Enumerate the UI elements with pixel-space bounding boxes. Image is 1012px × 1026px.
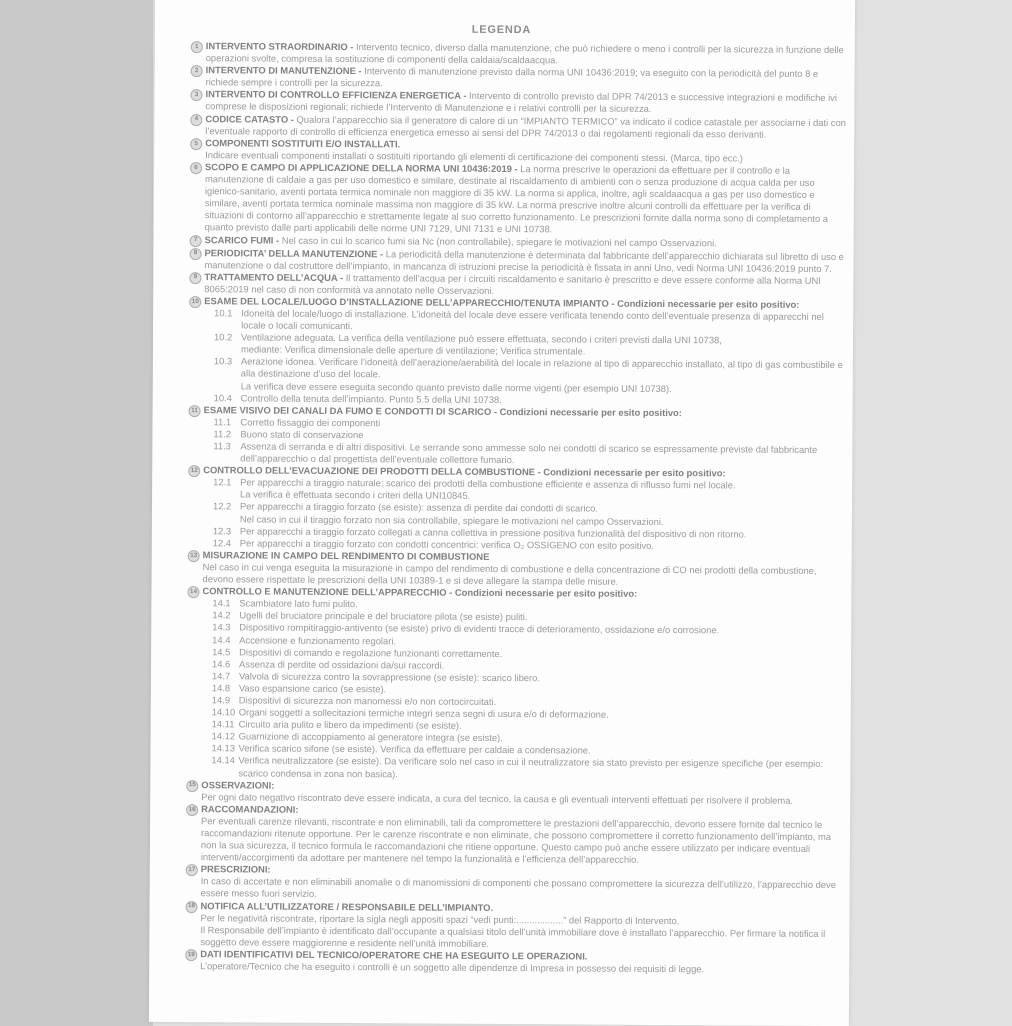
sub-item-text: Per apparecchi a tiraggio forzato collegati a canna collettiva in pressione positiva funzionalità del dispositivo di non ritorno. [239, 525, 747, 540]
sub-item-text: Verifica neutralizzatore (se esiste). Da verificare solo nel caso in cui il neutralizzatore sia stato previsto per esigenze specifiche (per esempio: scarico condensa in zona non basica). [238, 754, 824, 779]
item-number-badge: 7 [190, 235, 202, 247]
item-title: NOTIFICA ALL’UTILIZZATORE / RESPONSABILE DELL’IMPIANTO. [200, 899, 494, 913]
sub-item-number: 14.2 [212, 609, 231, 621]
item-number-badge: 14 [187, 586, 199, 598]
sub-item-number: 10.2 [214, 331, 233, 343]
sub-item-text: Corretto fissaggio dei componenti [240, 416, 381, 429]
sub-item-body [241, 356, 846, 396]
item-paragraph: Indicare eventuali componenti installati o sostituiti riportando gli elementi di certificazione dei componenti stessi. (Marca, tipo ecc.) [205, 149, 743, 164]
item-paragraph: Il Responsabile dell’impianto è identificato dall’occupante a qualsiasi titolo dell’unità immobiliare dove è installato l’apparecchio. Per firmare la notifica il soggetto deve essere maggiorenne e residente nell’unità immobiliare. [200, 923, 826, 949]
item-number-badge: 11 [189, 405, 201, 417]
item-text: Nel caso in cui lo scarico fumi sia Nc (non controllabile), spiegare le motivazioni nel campo Osservazioni. [281, 234, 717, 248]
item-number-badge: 15 [186, 780, 198, 792]
item-number-badge: 16 [186, 804, 198, 816]
item-title: CONTROLLO E MANUTENZIONE DELL’APPARECCHIO - Condizioni necessarie per esito positivo: [202, 585, 638, 599]
item-title: INTERVENTO DI CONTROLLO EFFICIENZA ENERGETICA - [205, 88, 467, 102]
sub-item [204, 356, 846, 396]
legend-list [149, 40, 848, 976]
item-title: ESAME DEL LOCALE/LUOGO D’INSTALLAZIONE DELL’APPARECCHIO/TENUTA IMPIANTO - Condizioni necessarie per esito positivo: [204, 295, 800, 310]
sub-item-text: Ventilazione adeguata. La verifica della ventilazione può essere effettuata, secondo i criteri previsti dalla UNI 10738, [240, 331, 722, 346]
legend-item [149, 948, 842, 976]
sub-item-text: Buono stato di conservazione [240, 428, 364, 441]
sub-item-text: Per apparecchi a tiraggio forzato (se esiste): assenza di perdite dai condotti di scarico. [239, 500, 599, 515]
sub-item-text: Assenza di serranda e di altri dispositivi. Le serrande sono ammesse solo nei condotti di scarico se espressamente previste dal fabbricante dell’apparecchio o dal progettista dell’eventuale collettore fumario. [240, 440, 818, 466]
sub-item-text: Guarnizione di accoppiamento al generatore integra (se esiste). [238, 730, 503, 744]
sub-item-body [240, 501, 845, 529]
item-title: MISURAZIONE IN CAMPO DEL RENDIMENTO DI COMBUSTIONE [202, 549, 490, 562]
item-text: Intervento di manutenzione previsto dalla norma UNI 10436:2019; va eseguito con la periodicità del punto 8 e richiede sempre i controlli per la sicurezza. [205, 65, 819, 89]
item-body [203, 464, 846, 553]
sub-item-body [240, 440, 845, 468]
sub-item-text: Vaso espansione carico (se esiste). [238, 682, 387, 695]
sub-item-number: 11.2 [213, 428, 232, 440]
item-body [204, 295, 847, 408]
sub-item-number: 14.1 [212, 597, 231, 609]
item-body [205, 161, 847, 237]
item-title: INTERVENTO STRAORDINARIO - [205, 40, 354, 53]
sub-item-text: Dispositivi di sicurezza non manomessi e/o non cortocircuitati. [238, 694, 497, 707]
item-number-badge: 8 [190, 248, 202, 260]
item-text: La norma prescrive le operazioni da effettuare per il controllo e la manutenzione di caldaie a gas per uso domestico e similare, destinate al riscaldamento di ambienti con o senza produzione di acqua calda per uso igienico-sanitario, aventi portata termica nominale non maggiore di 35 kW. La norma si applica, inoltre, agli scaldaacqua a gas per uso domestico e similare, aventi portata termica nominale massima non maggiore di 35 kW. La norma prescrive inoltre alcuni controlli da effettuare per la verifica di situazioni di contorno all’apparecchio e strettamente legate al suo corretto funzionamento. Le prescrizioni fornite dalla norma sono di completamento a quanto previsto dalle parti applicabili delle norme UNI 7129, UNI 7131 e UNI 10738. [204, 163, 829, 235]
sub-item-text: Valvola di sicurezza contro la sovrappressione (se esiste): scarico libero. [238, 670, 540, 684]
sub-item-text: Per apparecchi a tiraggio naturale: scarico dei prodotti della combustione efficiente e assenza di riflusso fumi nel locale. [240, 476, 736, 491]
sub-item-number: 14.3 [212, 621, 231, 633]
item-title: COMPONENTI SOSTITUITI E/O INSTALLATI. [205, 136, 401, 150]
item-paragraph: Per ogni dato negativo riscontrato deve essere indicata, a cura del tecnico, la causa e gli eventuali interventi effettuati per risolvere il problema. [201, 790, 794, 806]
sub-item-text: Dispositivi di comando e regolazione funzionanti correttamente. [239, 645, 503, 659]
legend-item [152, 404, 845, 469]
sub-item-number: 14.5 [212, 645, 231, 657]
sub-item-text: Ugelli del bruciatore principale e del bruciatore pilota (se esiste) puliti. [239, 609, 528, 623]
sub-item-number: 14.12 [211, 730, 236, 742]
item-number-badge: 19 [185, 949, 197, 961]
item-text: La periodicità della manutenzione è determinata dal fabbricante dell’apparecchio dichiarata sul libretto di uso e manutenzione o dal costruttore dell’impianto, in mancanza di istruzioni precise la periodicità è fissata in anni Uno, vedi Norma UNI 10436:2019 punto 7. [204, 247, 844, 274]
sub-item-number: 11.1 [213, 416, 232, 428]
item-number-badge: 17 [186, 864, 198, 876]
sub-item-text: Organi soggetti a sollecitazioni termiche integri senza segni di usura e/o di deformazione. [238, 706, 609, 720]
sub-item-number: 12.3 [212, 524, 232, 537]
item-number-badge: 12 [188, 465, 200, 477]
sub-item-body [240, 477, 845, 505]
sub-item-text: Verifica scarico sifone (se esiste). Verifica da effettuare per caldaie a condensazione. [238, 742, 591, 756]
sub-item-number: 14.7 [211, 670, 231, 682]
item-body [201, 863, 843, 903]
item-number-badge: 3 [190, 89, 202, 101]
item-body [200, 948, 842, 976]
sub-item-paragraph: La verifica deve essere eseguita secondo quanto previsto dalle norme vigenti (per esempio UNI 10738). [240, 379, 672, 394]
legend-item [152, 549, 845, 590]
item-body [203, 404, 845, 468]
sub-item-number: 14.4 [212, 633, 231, 645]
sub-item-number: 12.2 [212, 500, 232, 512]
sub-item-number: 14.13 [211, 742, 236, 754]
item-paragraph: In caso di accertate e non eliminabili anomalie o di manomissioni di componenti che possano compromettere la sicurezza dell’utilizzo, l’apparecchio deve essere messo fuori servizio. [200, 875, 836, 900]
item-title: SCOPO E CAMPO DI APPLICAZIONE DELLA NORMA UNI 10436:2019 - [205, 161, 518, 175]
legend-item [154, 161, 847, 238]
item-title: ESAME VISIVO DEI CANALI DA FUMO E CONDOTTI DI SCARICO - Condizioni necessarie per esito positivo: [203, 403, 682, 418]
item-number-badge: 9 [189, 272, 201, 284]
sub-item-number: 10.3 [213, 355, 233, 367]
sub-item-number: 12.1 [213, 476, 232, 488]
item-text: Intervento tecnico, diverso dalla manutenzione, che può richiedere o meno i controlli per la sicurezza in funzione delle operazioni svolte, compresa la sostituzione di componenti della caldaia/scaldaacqua. [205, 41, 844, 66]
item-body [201, 803, 843, 867]
legend-item [153, 295, 847, 408]
sub-item-text: Idoneità del locale/luogo di installazione. L’idoneità del locale deve essere verificata tenendo conto dell’eventuale presenza di apparecchi nel locale o locali comunicanti. [241, 307, 824, 332]
sub-item-text: Assenza di perdite od ossidazioni da/sui raccordi. [239, 658, 445, 671]
item-title: CODICE CATASTO - [205, 112, 294, 125]
item-text: Il trattamento dell’acqua per i circuiti riscaldamento e sanitario è prescritto e deve essere conforme alla Norma UNI 8065:2019 nel caso di non conformità va annotato nelle Osservazioni. [204, 271, 821, 296]
item-paragraph: Per le negatività riscontrate, riportare la sigla negli appositi spazi “vedi punti:..................” del Rapporto di Intervento. [200, 911, 680, 926]
sub-item-text: Controllo della tenuta dell’impianto. Punto 5.5 della UNI 10738. [240, 392, 502, 405]
item-body [203, 549, 845, 589]
item-paragraph: L’operatore/Tecnico che ha eseguito i controlli è un soggetto alle dipendenze di Impresa in possesso dei requisiti di legge. [200, 960, 705, 975]
legend-item [150, 585, 844, 783]
item-text: Intervento di controllo previsto dal DPR 74/2013 e successive integrazioni e modifiche ivi comprese le disposizioni regionali; richiede l’Intervento di Manutenzione e i relativi controlli per la sicurezza. [205, 90, 838, 115]
item-text: Qualora l’apparecchio sia il generatore di calore di un “IMPIANTO TERMICO” va indicato il codice catastale per associarne i dati con l’eventuale rapporto di controllo di efficienza energetica emesso ai sensi del DPR 74/2013 o dai regolamenti regionali da esso derivanti. [205, 113, 846, 140]
item-title: PRESCRIZIONI: [200, 863, 271, 875]
item-number-badge: 1 [191, 41, 203, 53]
sub-item-number: 14.9 [211, 694, 231, 706]
sub-item-text: Per apparecchi a tiraggio forzato con condotti concentrici: verifica O₂ OSSIGENO con esito positivo. [239, 537, 655, 551]
item-title: CONTROLLO DELL’EVACUAZIONE DEI PRODOTTI DELLA COMBUSTIONE - Condizioni necessarie per esito positivo: [203, 464, 726, 479]
sub-item-number: 10.4 [213, 391, 232, 403]
legend-item [149, 899, 842, 952]
sub-item-text: Accensione e funzionamento regolari. [239, 633, 397, 646]
sub-item-number: 14.14 [211, 754, 235, 766]
sub-item-text: Aerazione idonea. Verificare l’idoneità dell’aerazione/aerabilità del locale in relazione al tipo di apparecchio installato, al tipo di gas combustibile e alla destinazione d’uso del locale. [240, 355, 843, 380]
legend-item [150, 803, 843, 868]
sub-item-number: 14.10 [211, 706, 236, 718]
item-title: TRATTAMENTO DELL’ACQUA - [204, 270, 344, 283]
item-number-badge: 10 [189, 296, 201, 308]
sub-item-text: Scambiatore lato fumi pulito. [239, 597, 358, 610]
item-paragraph: Per eventuali carenze rilevanti, riscontrate e non eliminabili, tali da compromettere le prestazioni dell’apparecchio, devono essere fornite dal tecnico le raccomandazioni ritenute opportune. Per le carenze riscontrate e non eliminate, che possono compromettere il corretto funzionamento dell’impianto, ma non la sua sicurezza, il tecnico formula le raccomandazioni che ritiene opportune. Questo campo può anche essere utilizzato per indicare eventuali interventi/accorgimenti da adottare per mantenere nel tempo la funzionalità e l’efficienza dell’apparecchio. [200, 815, 832, 866]
sub-item-number: 14.8 [211, 682, 231, 694]
page-title: LEGENDA [471, 23, 532, 37]
item-number-badge: 13 [188, 550, 200, 562]
item-title: PERIODICITA’ DELLA MANUTENZIONE - [204, 246, 384, 259]
sub-item-text: Circuito aria pulito e libero da impedimenti (se esiste). [238, 718, 462, 731]
sub-item-paragraph: La verifica è effettuata secondo i criteri della UNI10845. [240, 488, 471, 502]
sub-item-body [238, 755, 843, 783]
legend-item [150, 863, 843, 904]
item-number-badge: 6 [190, 162, 202, 174]
item-heading-line [205, 161, 847, 237]
item-number-badge: 2 [191, 65, 203, 77]
sub-item-paragraph: mediante: Verifica dimensionale delle aperture di ventilazione; Verifica strumentale. [240, 343, 586, 357]
item-title: INTERVENTO DI MANUTENZIONE - [205, 64, 362, 77]
sub-item-body [241, 307, 846, 335]
sub-item-number: 12.4 [212, 536, 232, 549]
sub-item-paragraph: Nel caso in cui il tiraggio forzato non sia controllabile, spiegare le motivazioni nel campo Osservazioni. [239, 512, 664, 527]
item-title: SCARICO FUMI - [204, 233, 280, 246]
sub-item-number: 14.11 [211, 718, 235, 730]
item-body [201, 585, 844, 782]
item-title: OSSERVAZIONI: [201, 778, 275, 791]
sub-item-number: 10.1 [214, 307, 233, 319]
sub-item-text: Dispositivo rompitiraggio-antivento (se esiste) privo di evidenti tracce di deterioramento, ossidazione e/o corrosione. [239, 621, 720, 636]
item-number-badge: 4 [190, 114, 202, 126]
item-title: RACCOMANDAZIONI: [201, 802, 299, 815]
legend-item [152, 464, 846, 553]
sub-item-number: 14.6 [212, 657, 231, 670]
item-title: DATI IDENTIFICATIVI DEL TECNICO/OPERATORE CHE HA ESEGUITO LE OPERAZIONI. [200, 948, 588, 962]
item-number-badge: 5 [190, 138, 202, 150]
sub-item-number: 11.3 [213, 440, 231, 452]
sub-item-body [241, 332, 846, 360]
item-paragraph: Nel caso in cui venga eseguita la misurazione in campo del rendimento di combustione e della concentrazione di CO nei prodotti della combustione, devono essere rispettate le prescrizioni della UNI 10389-1 e si deve allegare la stampa delle misure. [202, 561, 817, 587]
item-body [200, 900, 842, 952]
document-page [149, 0, 855, 1026]
item-number-badge: 18 [186, 901, 198, 913]
